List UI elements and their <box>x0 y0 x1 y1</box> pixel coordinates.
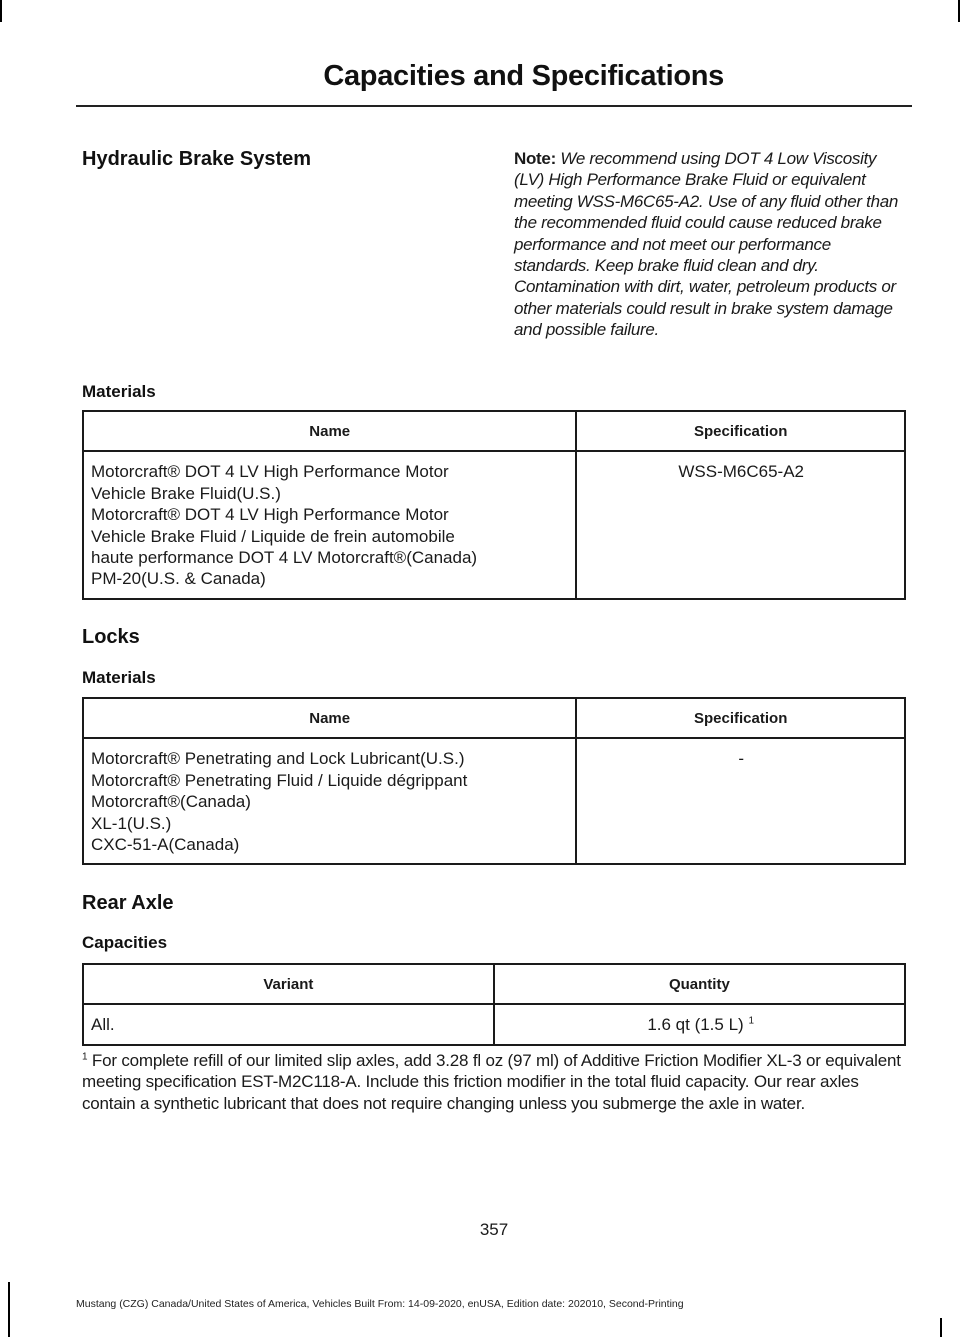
axle-capacities-heading: Capacities <box>82 933 168 952</box>
cell-line: Motorcraft® DOT 4 LV High Performance Motor <box>91 505 449 525</box>
cell-line: Motorcraft® Penetrating Fluid / Liquide dégrippant <box>91 770 468 790</box>
crop-mark <box>940 1318 942 1337</box>
cell-line: Vehicle Brake Fluid / Liquide de frein automobile <box>91 526 455 546</box>
table-header-row <box>83 698 905 738</box>
table-cell-name <box>83 451 576 598</box>
cell-line: Motorcraft® Penetrating and Lock Lubricant(U.S.) <box>91 749 465 769</box>
column-header-quantity: Quantity <box>494 964 905 1004</box>
cell-line: PM-20(U.S. & Canada) <box>91 569 266 589</box>
note-text: We recommend using DOT 4 Low Viscosity (LV) High Performance Brake Fluid or equivalent meeting WSS-M6C65-A2. Use of any fluid other than the recommended fluid could cause reduced brake performance and not meet our performance standards. Keep brake fluid clean and dry. Contamination with dirt, water, petroleum products or other materials could result in brake system damage and possible failure. <box>514 149 899 340</box>
table-cell-variant: All. <box>83 1004 494 1044</box>
brake-fluid-note <box>514 148 910 341</box>
axle-capacities-table <box>82 963 906 1046</box>
table-cell-specification: WSS-M6C65-A2 <box>576 451 905 598</box>
quantity-value: 1.6 qt (1.5 L) <box>647 1015 744 1035</box>
cell-line: CXC-51-A(Canada) <box>91 835 240 855</box>
cell-line: Motorcraft® DOT 4 LV High Performance Motor <box>91 462 449 482</box>
footnote-text: For complete refill of our limited slip axles, add 3.28 fl oz (97 ml) of Additive Friction Modifier XL-3 or equivalent meeting specification EST-M2C118-A. Include this friction modifier in the total fluid capacity. Our rear axles contain a synthetic lubricant that does not require changing unless you submerge the axle in water. <box>82 1051 901 1113</box>
column-header-specification: Specification <box>576 411 905 451</box>
crop-mark <box>0 0 2 22</box>
footnote-marker: 1 <box>82 1051 88 1063</box>
column-header-name: Name <box>83 698 576 738</box>
table-header-row <box>83 964 905 1004</box>
column-header-specification: Specification <box>576 698 905 738</box>
column-header-variant: Variant <box>83 964 494 1004</box>
section-heading-rear-axle: Rear Axle <box>82 892 174 914</box>
cell-line: Motorcraft®(Canada) <box>91 792 251 812</box>
locks-materials-heading: Materials <box>82 668 156 687</box>
crop-mark <box>8 1282 10 1337</box>
brake-materials-heading: Materials <box>82 382 156 401</box>
table-row <box>83 451 905 598</box>
table-header-row <box>83 411 905 451</box>
table-cell-name <box>83 738 576 864</box>
cell-line: XL-1(U.S.) <box>91 813 172 833</box>
brake-materials-table <box>82 410 906 600</box>
footer-edition-info: Mustang (CZG) Canada/United States of America, Vehicles Built From: 14-09-2020, enUSA, Edition date: 202010, Second-Printing <box>76 1298 684 1310</box>
axle-footnote <box>82 1050 908 1114</box>
footnote-reference: 1 <box>748 1015 754 1027</box>
cell-line: haute performance DOT 4 LV Motorcraft®(Canada) <box>91 548 478 568</box>
table-row <box>83 738 905 864</box>
locks-materials-table <box>82 697 906 865</box>
section-heading-hydraulic-brake: Hydraulic Brake System <box>82 148 312 170</box>
table-cell-specification: - <box>576 738 905 864</box>
page-header-title: Capacities and Specifications <box>323 60 724 92</box>
section-heading-locks: Locks <box>82 626 140 648</box>
cell-line: Vehicle Brake Fluid(U.S.) <box>91 483 281 503</box>
column-header-name: Name <box>83 411 576 451</box>
header-divider <box>76 105 912 107</box>
note-label: Note: <box>514 149 556 168</box>
table-row <box>83 1004 905 1044</box>
page-number: 357 <box>479 1220 509 1239</box>
table-cell-quantity <box>494 1004 905 1044</box>
